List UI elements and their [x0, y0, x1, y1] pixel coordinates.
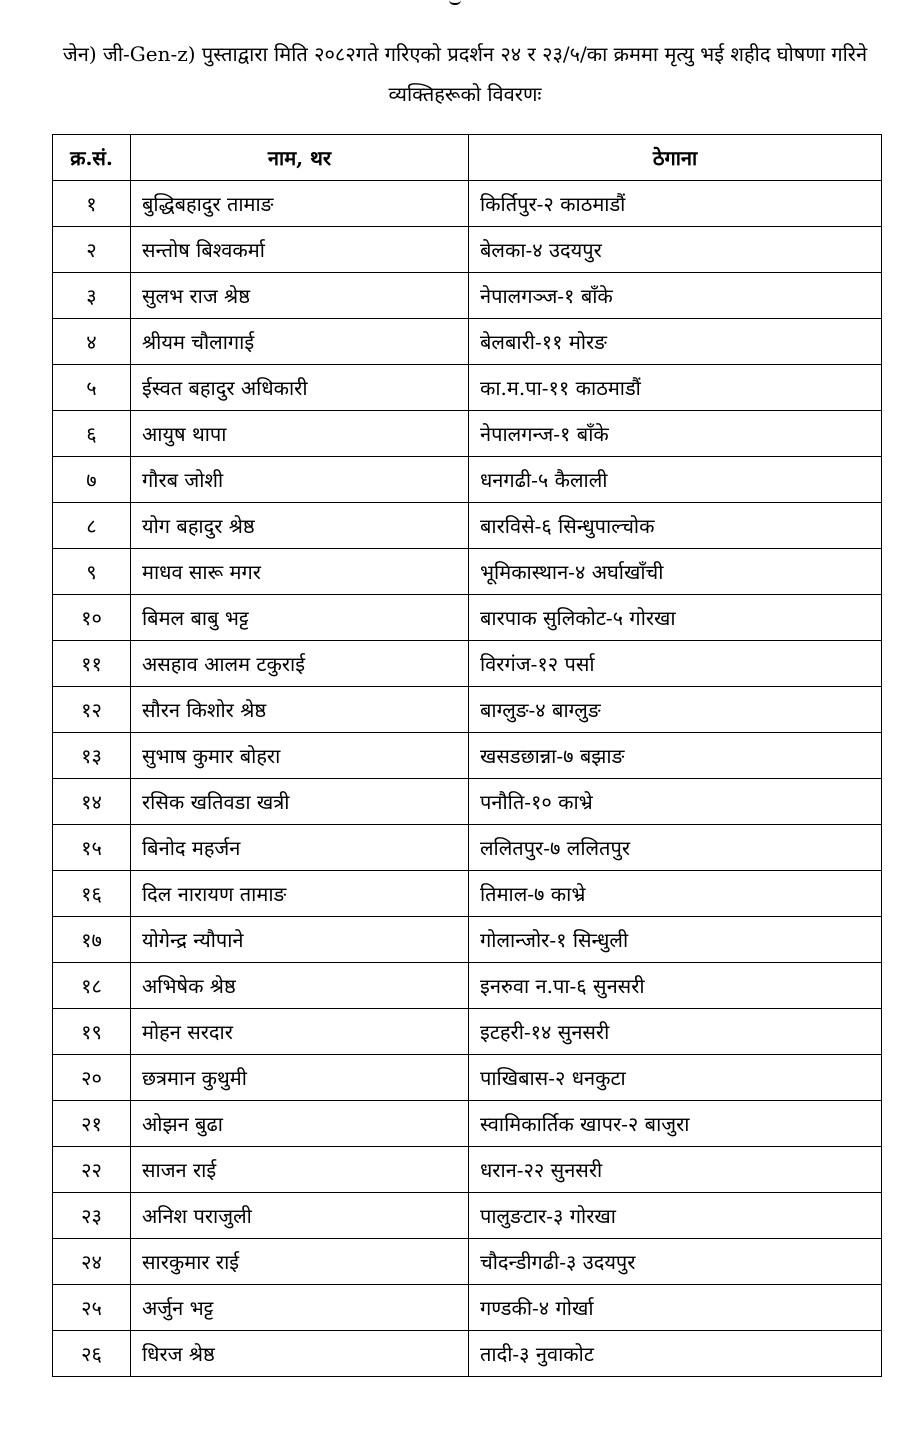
serial-cell: १७ — [53, 917, 131, 963]
table-row — [53, 549, 882, 595]
serial-cell: २ — [53, 227, 131, 273]
table-row — [53, 1285, 882, 1331]
address-cell: धनगढी-५ कैलाली — [469, 457, 882, 503]
table-row — [53, 273, 882, 319]
name-cell: सौरन किशोर श्रेष्ठ — [131, 687, 469, 733]
serial-cell: ८ — [53, 503, 131, 549]
table-row — [53, 181, 882, 227]
table-row — [53, 963, 882, 1009]
name-cell: योग बहादुर श्रेष्ठ — [131, 503, 469, 549]
table-row — [53, 1101, 882, 1147]
table-row — [53, 687, 882, 733]
serial-cell: १५ — [53, 825, 131, 871]
address-cell: खसडछान्ना-७ बझाङ — [469, 733, 882, 779]
name-cell: अर्जुन भट्ट — [131, 1285, 469, 1331]
table-row — [53, 733, 882, 779]
table-row — [53, 1009, 882, 1055]
address-cell: बारपाक सुलिकोट-५ गोरखा — [469, 595, 882, 641]
serial-cell: १४ — [53, 779, 131, 825]
serial-cell: २० — [53, 1055, 131, 1101]
name-cell: माधव सारू मगर — [131, 549, 469, 595]
table-row — [53, 365, 882, 411]
table-header-row — [53, 135, 882, 181]
table-row — [53, 457, 882, 503]
table-row — [53, 319, 882, 365]
address-cell: स्वामिकार्तिक खापर-२ बाजुरा — [469, 1101, 882, 1147]
serial-cell: २४ — [53, 1239, 131, 1285]
address-cell: विरगंज-१२ पर्सा — [469, 641, 882, 687]
serial-cell: २६ — [53, 1331, 131, 1377]
name-cell: बुद्धिबहादुर तामाङ — [131, 181, 469, 227]
name-cell: मोहन सरदार — [131, 1009, 469, 1055]
address-cell: बेलका-४ उदयपुर — [469, 227, 882, 273]
serial-cell: २५ — [53, 1285, 131, 1331]
address-cell: इनरुवा न.पा-६ सुनसरी — [469, 963, 882, 1009]
address-cell: धरान-२२ सुनसरी — [469, 1147, 882, 1193]
name-cell: सन्तोष बिश्वकर्मा — [131, 227, 469, 273]
name-cell: अनिश पराजुली — [131, 1193, 469, 1239]
address-cell: बारविसे-६ सिन्धुपाल्चोक — [469, 503, 882, 549]
name-cell: दिल नारायण तामाङ — [131, 871, 469, 917]
serial-cell: ३ — [53, 273, 131, 319]
address-cell: भूमिकास्थान-४ अर्घाखाँची — [469, 549, 882, 595]
name-cell: बिमल बाबु भट्ट — [131, 595, 469, 641]
address-cell: पाखिबास-२ धनकुटा — [469, 1055, 882, 1101]
serial-cell: ९ — [53, 549, 131, 595]
name-cell: योगेन्द्र न्यौपाने — [131, 917, 469, 963]
table-row — [53, 1055, 882, 1101]
name-cell: साजन राई — [131, 1147, 469, 1193]
table-row — [53, 825, 882, 871]
address-cell: गण्डकी-४ गोर्खा — [469, 1285, 882, 1331]
table-row — [53, 1147, 882, 1193]
address-cell: तिमाल-७ काभ्रे — [469, 871, 882, 917]
name-cell: छत्रमान कुथुमी — [131, 1055, 469, 1101]
table-row — [53, 227, 882, 273]
header-address: ठेगाना — [469, 135, 882, 181]
serial-cell: ७ — [53, 457, 131, 503]
table-row — [53, 1239, 882, 1285]
name-cell: धिरज श्रेष्ठ — [131, 1331, 469, 1377]
table-row — [53, 595, 882, 641]
name-cell: असहाव आलम टकुराई — [131, 641, 469, 687]
serial-cell: १ — [53, 181, 131, 227]
serial-cell: १२ — [53, 687, 131, 733]
address-cell: बेलबारी-११ मोरङ — [469, 319, 882, 365]
serial-cell: ११ — [53, 641, 131, 687]
header-name: नाम, थर — [131, 135, 469, 181]
serial-cell: १३ — [53, 733, 131, 779]
table-row — [53, 1193, 882, 1239]
address-cell: पालुङटार-३ गोरखा — [469, 1193, 882, 1239]
address-cell: नेपालगन्ज-१ बाँके — [469, 411, 882, 457]
name-cell: आयुष थापा — [131, 411, 469, 457]
name-cell: अभिषेक श्रेष्ठ — [131, 963, 469, 1009]
name-cell: सारकुमार राई — [131, 1239, 469, 1285]
address-cell: पनौति-१० काभ्रे — [469, 779, 882, 825]
table-row — [53, 503, 882, 549]
table-row — [53, 1331, 882, 1377]
serial-cell: २२ — [53, 1147, 131, 1193]
table-row — [53, 641, 882, 687]
header-serial: क्र.सं. — [53, 135, 131, 181]
serial-cell: १६ — [53, 871, 131, 917]
address-cell: गोलान्जोर-१ सिन्धुली — [469, 917, 882, 963]
address-cell: तादी-३ नुवाकोट — [469, 1331, 882, 1377]
address-cell: इटहरी-१४ सुनसरी — [469, 1009, 882, 1055]
name-cell: सुलभ राज श्रेष्ठ — [131, 273, 469, 319]
address-cell: का.म.पा-११ काठमाडौं — [469, 365, 882, 411]
name-cell: बिनोद महर्जन — [131, 825, 469, 871]
page-top-mark — [449, 0, 461, 5]
serial-cell: १८ — [53, 963, 131, 1009]
serial-cell: १० — [53, 595, 131, 641]
table-row — [53, 917, 882, 963]
table-row — [53, 411, 882, 457]
name-cell: ओझन बुढा — [131, 1101, 469, 1147]
name-cell: ईस्वत बहादुर अधिकारी — [131, 365, 469, 411]
table-row — [53, 779, 882, 825]
address-cell: किर्तिपुर-२ काठमाडौं — [469, 181, 882, 227]
serial-cell: २१ — [53, 1101, 131, 1147]
table-row — [53, 871, 882, 917]
name-cell: रसिक खतिवडा खत्री — [131, 779, 469, 825]
name-cell: गौरब जोशी — [131, 457, 469, 503]
address-cell: बाग्लुङ-४ बाग्लुङ — [469, 687, 882, 733]
serial-cell: ४ — [53, 319, 131, 365]
address-cell: ललितपुर-७ ललितपुर — [469, 825, 882, 871]
address-cell: नेपालगञ्ज-१ बाँके — [469, 273, 882, 319]
name-cell: सुभाष कुमार बोहरा — [131, 733, 469, 779]
serial-cell: ६ — [53, 411, 131, 457]
name-cell: श्रीयम चौलागाई — [131, 319, 469, 365]
martyrs-table — [52, 134, 882, 1377]
serial-cell: २३ — [53, 1193, 131, 1239]
serial-cell: १९ — [53, 1009, 131, 1055]
address-cell: चौदन्डीगढी-३ उदयपुर — [469, 1239, 882, 1285]
serial-cell: ५ — [53, 365, 131, 411]
intro-paragraph: जेन) जी-Gen-z) पुस्ताद्वारा मिति २०८२गते गरिएको प्रदर्शन २४ र २३/५/का क्रममा मृत्यु भई शहीद घोषणा गरिने व्यक्तिहरूको विवरणः — [62, 42, 868, 106]
